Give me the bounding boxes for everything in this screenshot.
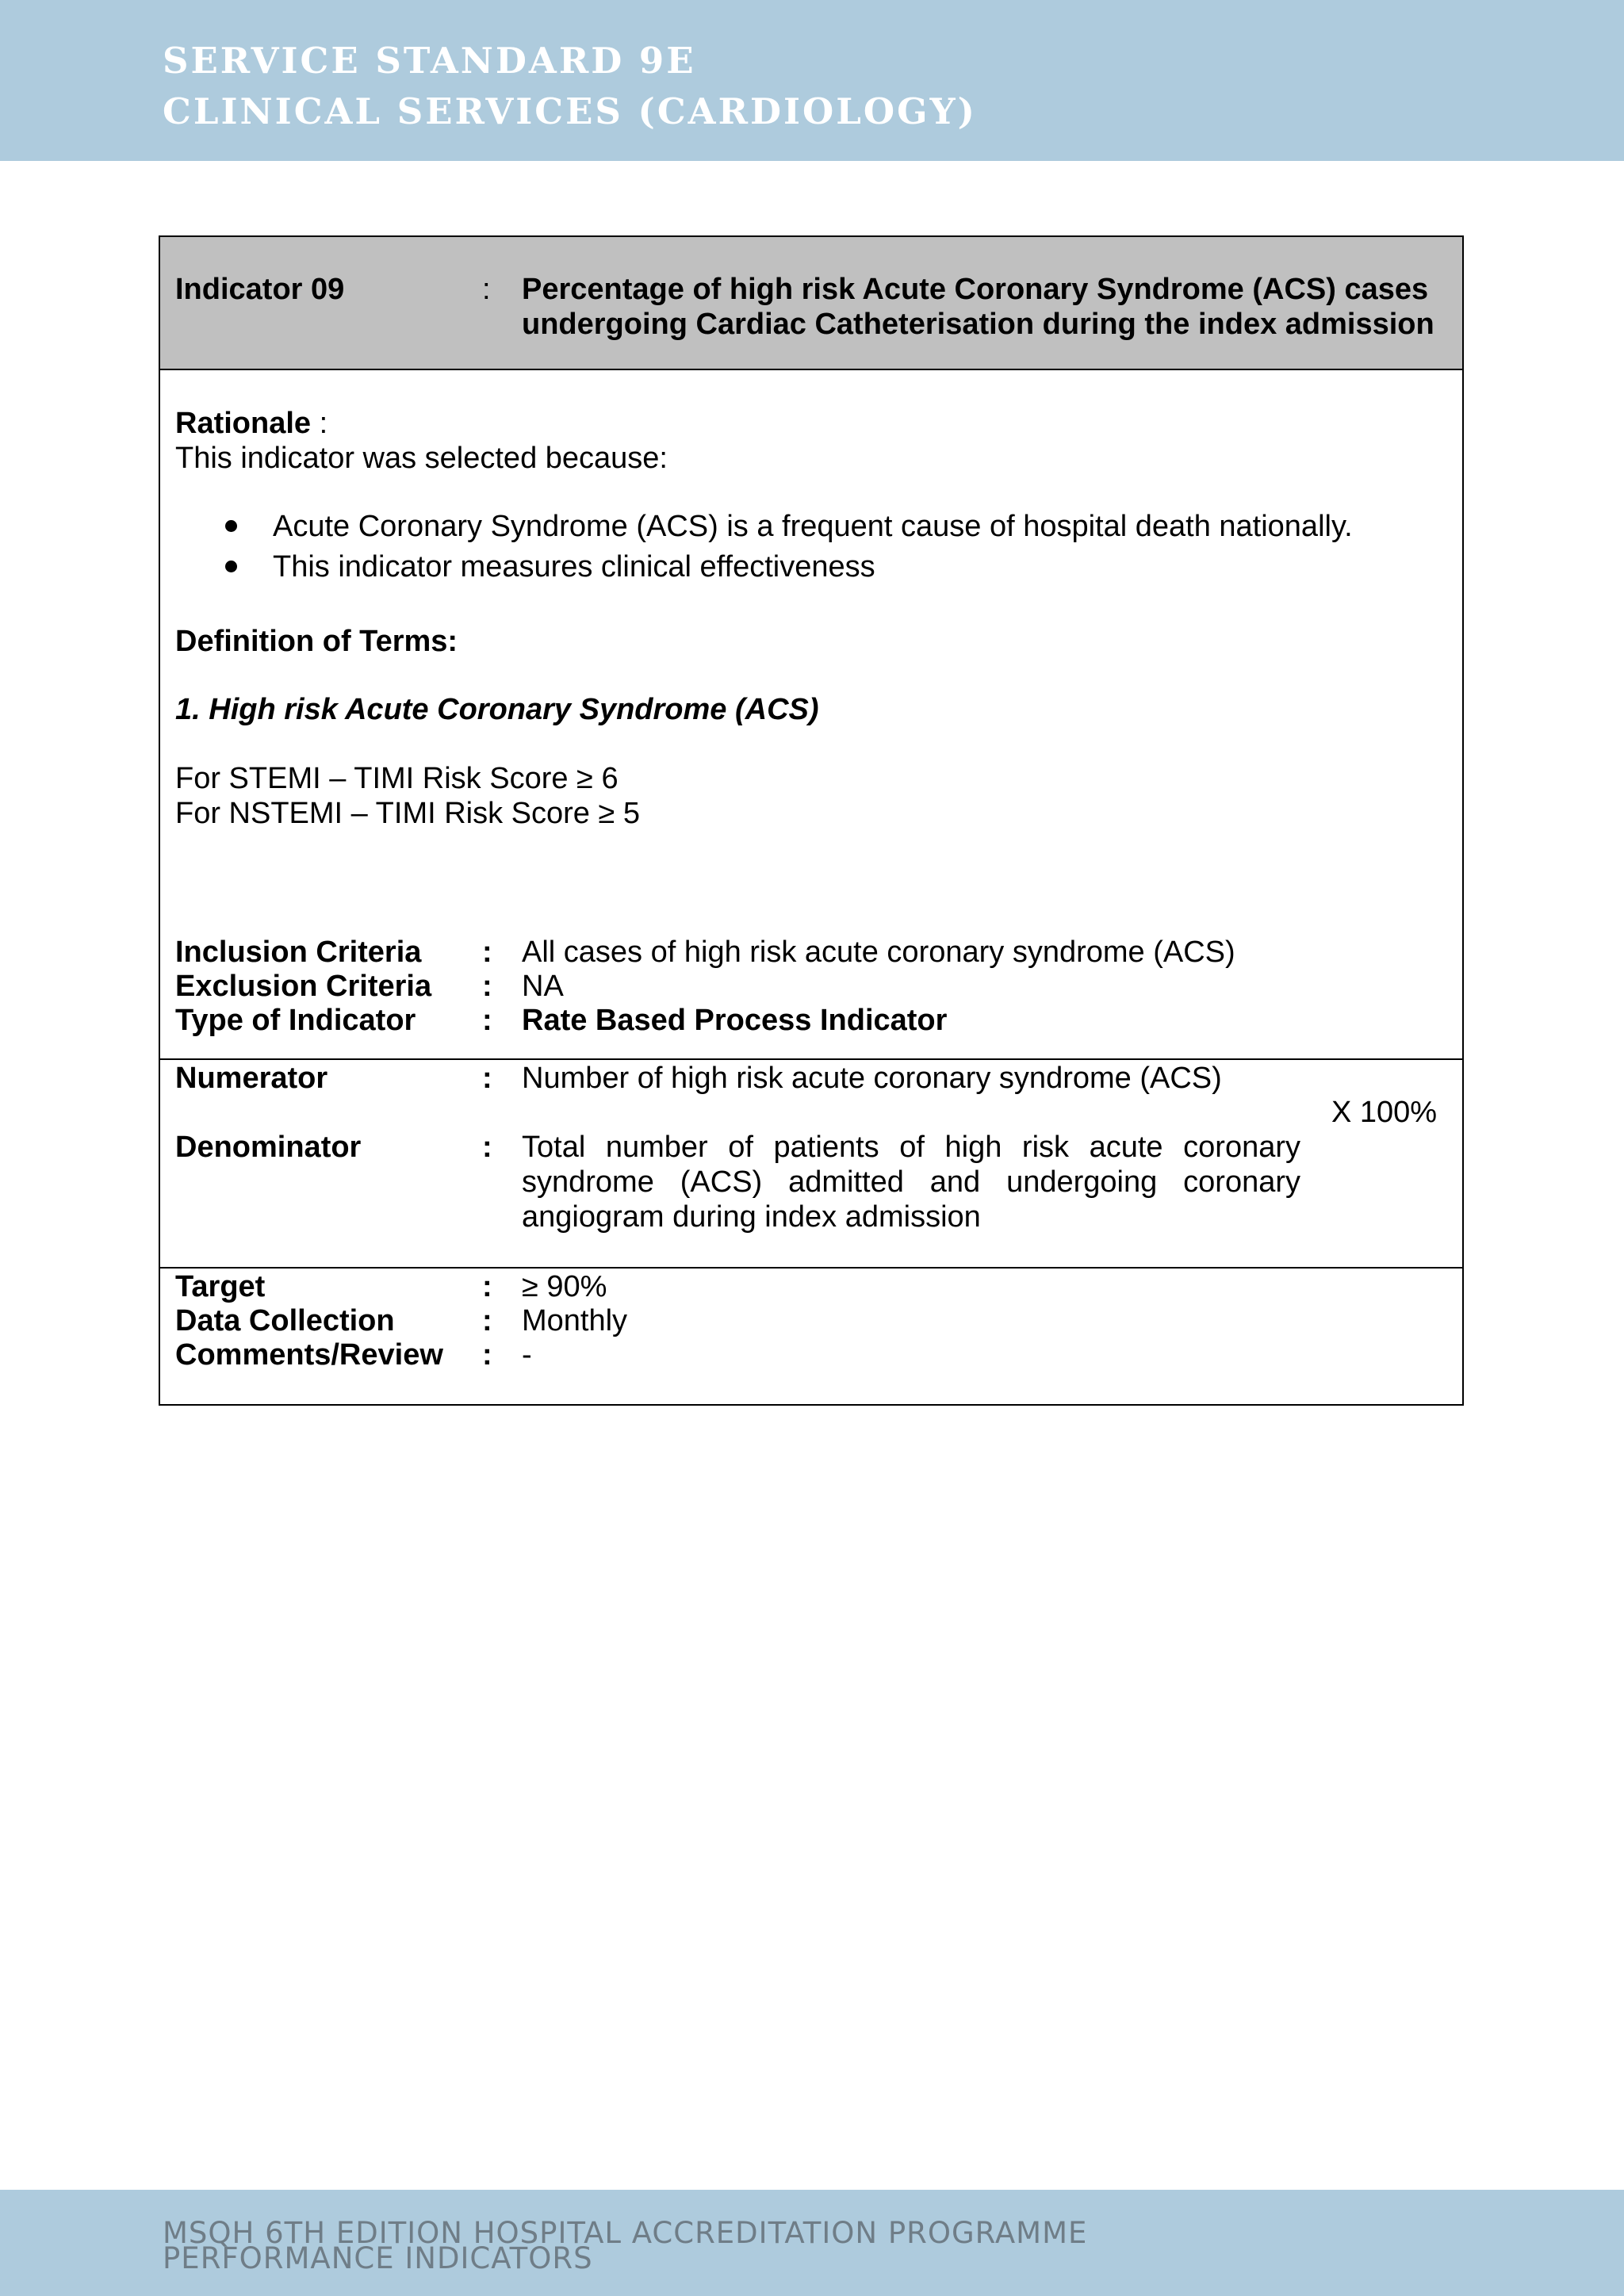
inclusion-colon: :: [482, 936, 492, 969]
indicator-colon: :: [482, 273, 491, 306]
indicator-type-value: Rate Based Process Indicator: [522, 1004, 948, 1037]
numerator-colon: :: [482, 1062, 492, 1095]
divider-criteria: [159, 1058, 1464, 1060]
percentage-multiplier: X 100%: [1331, 1096, 1438, 1129]
comments-value: -: [522, 1338, 532, 1372]
denominator-label: Denominator: [175, 1131, 362, 1164]
numerator-value: Number of high risk acute coronary syndrome (ACS): [522, 1062, 1222, 1095]
indicator-type-label: Type of Indicator: [175, 1004, 416, 1037]
rationale-bullet: This indicator measures clinical effectiveness: [273, 550, 875, 584]
divider-title: [159, 369, 1464, 370]
inclusion-value: All cases of high risk acute coronary syndrome (ACS): [522, 936, 1235, 969]
indicator-label: Indicator 09: [175, 273, 345, 306]
indicator-title-line-1: Percentage of high risk Acute Coronary Syndrome (ACS) cases: [522, 273, 1429, 306]
definition-term-title: 1. High risk Acute Coronary Syndrome (ACS): [175, 693, 819, 726]
definition-line: For NSTEMI – TIMI Risk Score ≥ 5: [175, 797, 641, 830]
denominator-value: Total number of patients of high risk acute coronary syndrome (ACS) admitted and undergoing coronary angiogram during index admission: [522, 1131, 1300, 1234]
inclusion-label: Inclusion Criteria: [175, 936, 422, 969]
definition-line: For STEMI – TIMI Risk Score ≥ 6: [175, 762, 619, 795]
bullet-icon: [225, 561, 237, 572]
data-collection-value: Monthly: [522, 1304, 628, 1337]
bullet-icon: [225, 520, 237, 532]
comments-label: Comments/Review: [175, 1338, 443, 1372]
indicator-type-colon: :: [482, 1004, 492, 1037]
numerator-label: Numerator: [175, 1062, 328, 1095]
target-colon: :: [482, 1270, 492, 1303]
footer-programme: MSQH 6TH EDITION HOSPITAL ACCREDITATION PROGRAMME: [163, 2216, 1088, 2250]
rationale-intro: This indicator was selected because:: [175, 442, 668, 475]
data-collection-colon: :: [482, 1304, 492, 1337]
target-value: ≥ 90%: [522, 1270, 607, 1303]
footer-subtitle: PERFORMANCE INDICATORS: [163, 2241, 593, 2275]
exclusion-label: Exclusion Criteria: [175, 970, 432, 1003]
target-label: Target: [175, 1270, 266, 1303]
header-section-title: CLINICAL SERVICES (CARDIOLOGY): [163, 90, 977, 132]
indicator-title-line-2: undergoing Cardiac Catheterisation during the index admission: [522, 308, 1434, 341]
denominator-colon: :: [482, 1131, 492, 1164]
rationale-heading: Rationale :: [175, 407, 328, 440]
definitions-heading: Definition of Terms:: [175, 625, 458, 658]
data-collection-label: Data Collection: [175, 1304, 395, 1337]
exclusion-value: NA: [522, 970, 564, 1003]
comments-colon: :: [482, 1338, 492, 1372]
exclusion-colon: :: [482, 970, 492, 1003]
rationale-bullet: Acute Coronary Syndrome (ACS) is a frequent cause of hospital death nationally.: [273, 510, 1353, 543]
header-standard-title: SERVICE STANDARD 9E: [163, 40, 696, 82]
divider-formula: [159, 1267, 1464, 1269]
